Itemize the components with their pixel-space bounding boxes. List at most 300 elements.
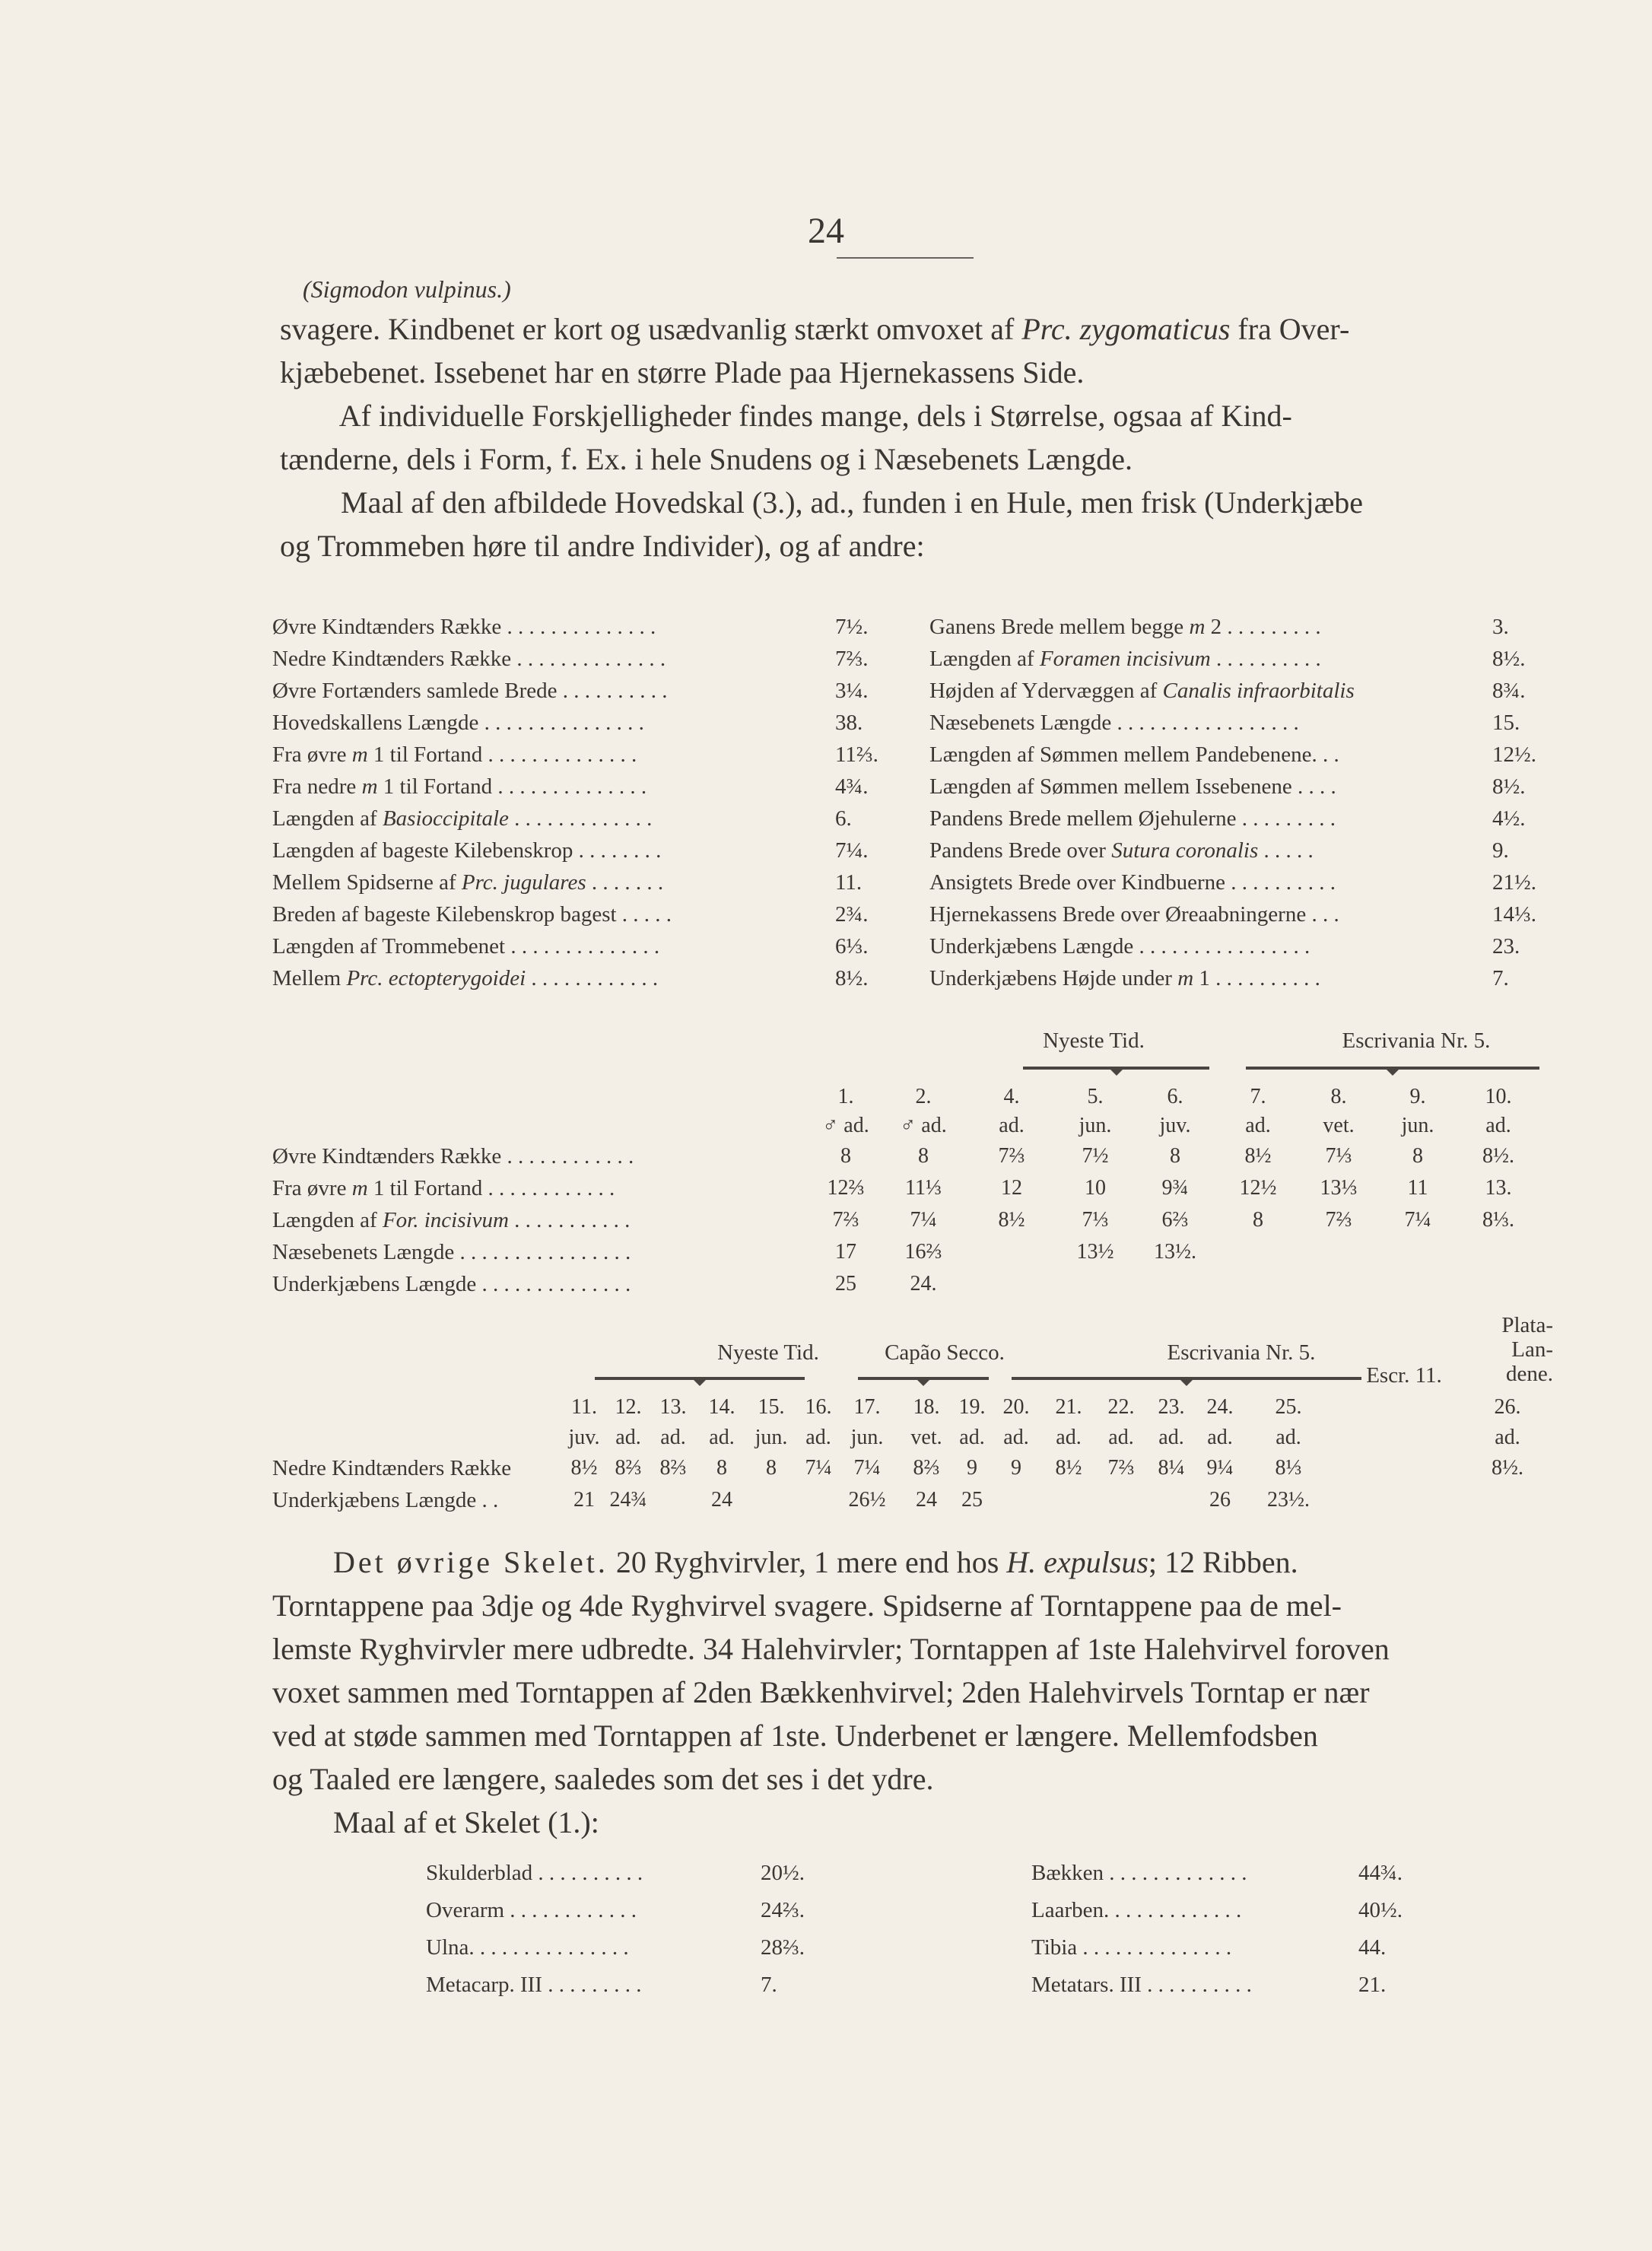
measurement-value: 9. xyxy=(1492,838,1509,863)
table-cell: 7⅔ xyxy=(1107,1456,1135,1480)
measurement-row xyxy=(272,707,942,739)
text-run: . . . . . xyxy=(1258,838,1314,863)
column-number: 14. xyxy=(708,1395,735,1419)
italic-term: Basioccipitale xyxy=(382,806,509,831)
column-number: 11. xyxy=(571,1395,597,1419)
measurement-label: Metacarp. III . . . . . . . . . xyxy=(426,1973,642,1997)
table-cell: 26½ xyxy=(848,1488,886,1512)
italic-term: Canalis infraorbitalis xyxy=(1162,679,1355,703)
measurement-label: Skulderblad . . . . . . . . . . xyxy=(426,1861,643,1885)
text-line xyxy=(280,351,1542,394)
text-line xyxy=(280,394,1542,437)
text-run: tænderne, dels i Form, f. Ex. i hele Snudens og i Næsebenets Længde. xyxy=(280,442,1133,476)
text-run: . . . . . . . . . . . xyxy=(508,1208,631,1232)
text-run: Pandens Brede over xyxy=(929,838,1112,863)
measurement-label xyxy=(929,771,1336,803)
table-cell: 9¾ xyxy=(1161,1176,1189,1200)
measurement-value: 3. xyxy=(1492,615,1509,639)
row-label xyxy=(272,1176,615,1201)
measurement-row xyxy=(929,930,1538,962)
paragraph xyxy=(272,1540,1550,1801)
measurement-value: 7. xyxy=(761,1973,777,1997)
column-number: 22. xyxy=(1107,1395,1135,1419)
text-run: 2 . . . . . . . . . xyxy=(1205,615,1321,639)
column-age: jun. xyxy=(755,1426,788,1449)
page-number: 24 xyxy=(808,211,844,251)
table-cell: 9¼ xyxy=(1206,1456,1234,1480)
measurement-value: 8¾. xyxy=(1492,679,1526,703)
measurement-list-right xyxy=(929,611,1538,994)
italic-term: H. expulsus xyxy=(1006,1545,1148,1579)
column-number: 23. xyxy=(1158,1395,1185,1419)
measurement-label: Tibia . . . . . . . . . . . . . . xyxy=(1031,1935,1232,1960)
text-run: Fra øvre xyxy=(272,742,352,767)
group-header: Nyeste Tid. xyxy=(1043,1029,1145,1053)
italic-term: m xyxy=(361,774,378,799)
measurement-label: Laarben. . . . . . . . . . . . . xyxy=(1031,1898,1242,1922)
measurement-label xyxy=(272,739,637,771)
measurement-value: 24⅔. xyxy=(761,1898,805,1922)
table-cell: 8⅓. xyxy=(1482,1208,1514,1232)
measurement-label xyxy=(929,803,1336,835)
column-number: 18. xyxy=(913,1395,940,1419)
text-run: Længden af Trommebenet . . . . . . . . . . . . . . xyxy=(272,934,660,959)
measurement-row xyxy=(929,771,1538,803)
column-number: 9. xyxy=(1409,1085,1426,1108)
group-header: Escrivania Nr. 5. xyxy=(1167,1340,1316,1365)
column-number: 20. xyxy=(1002,1395,1030,1419)
column-number: 1. xyxy=(837,1085,854,1108)
table-cell: 10 xyxy=(1085,1176,1106,1200)
measurement-value: 4½. xyxy=(1492,806,1526,831)
measurement-label xyxy=(929,930,1310,962)
table-cell: 8 xyxy=(716,1456,727,1480)
measurement-value: 8½. xyxy=(1492,647,1526,671)
table-cell: 13½. xyxy=(1154,1240,1196,1264)
row-label xyxy=(272,1240,631,1265)
column-number: 12. xyxy=(615,1395,642,1419)
column-age: ad. xyxy=(1056,1426,1082,1449)
table-cell: 6⅔ xyxy=(1161,1208,1189,1232)
table-cell: 7⅓ xyxy=(1325,1144,1352,1168)
column-number: 15. xyxy=(758,1395,785,1419)
table-cell: 26 xyxy=(1209,1488,1231,1512)
text-run: Maal af et Skelet (1.): xyxy=(272,1805,599,1839)
measurement-label: Bækken . . . . . . . . . . . . . xyxy=(1031,1861,1247,1885)
table-cell: 7¼ xyxy=(805,1456,832,1480)
column-number: 19. xyxy=(958,1395,986,1419)
column-number: 24. xyxy=(1206,1395,1234,1419)
table-cell: 8½ xyxy=(1244,1144,1272,1168)
measurement-row xyxy=(1031,1966,1442,2004)
column-age: ad. xyxy=(805,1426,831,1449)
measurement-row xyxy=(1031,1892,1442,1929)
measurement-row xyxy=(272,643,942,675)
text-run: . . . . . . . . . . . . xyxy=(526,966,659,990)
measurement-label xyxy=(272,866,663,898)
italic-term: For. incisivum xyxy=(382,1208,509,1232)
column-age: ad. xyxy=(1158,1426,1184,1449)
column-number: 13. xyxy=(659,1395,687,1419)
text-run: Mellem Spidserne af xyxy=(272,870,462,895)
measurement-value: 7½. xyxy=(835,615,869,639)
table-cell: 7⅔ xyxy=(832,1208,859,1232)
measurement-row xyxy=(272,771,942,803)
measurement-label xyxy=(272,643,666,675)
measurement-row xyxy=(426,1892,821,1929)
measurement-value: 12½. xyxy=(1492,742,1536,767)
text-run: Underkjæbens Længde . . . . . . . . . . . . . . xyxy=(272,1272,631,1296)
italic-term: Prc. jugulares xyxy=(461,870,586,895)
table-cell: 9 xyxy=(1011,1456,1021,1480)
column-age: ad. xyxy=(1245,1114,1271,1137)
column-number: 8. xyxy=(1330,1085,1347,1108)
text-run: Hjernekassens Brede over Øreaabningerne . . . xyxy=(929,902,1339,927)
text-run: 20 Ryghvirvler, 1 mere end hos xyxy=(608,1545,1007,1579)
table-cell: 8½ xyxy=(998,1208,1025,1232)
column-age: vet. xyxy=(910,1426,942,1449)
measurement-label xyxy=(929,739,1339,771)
measurement-row xyxy=(929,739,1538,771)
header-line: dene. xyxy=(1506,1362,1553,1386)
measurement-value: 28⅔. xyxy=(761,1935,805,1960)
text-run: ved at støde sammen med Torntappen af 1ste. Underbenet er længere. Mellemfodsben xyxy=(272,1718,1318,1753)
table-cell: 8⅔ xyxy=(913,1456,940,1480)
column-age: jun. xyxy=(1079,1114,1112,1137)
measurement-label xyxy=(929,866,1336,898)
measurement-value: 38. xyxy=(835,711,863,735)
group-brace-tip xyxy=(1180,1379,1193,1386)
group-header: Nyeste Tid. xyxy=(717,1340,819,1365)
paragraph xyxy=(280,481,1542,568)
text-run: 1 . . . . . . . . . . xyxy=(1193,966,1320,990)
text-run: . . . . . . . . . . xyxy=(1210,647,1321,671)
group-header: Escr. 11. xyxy=(1366,1363,1442,1388)
measurement-row xyxy=(929,611,1538,643)
table-cell: 7⅔ xyxy=(1325,1208,1352,1232)
measurement-label xyxy=(272,611,656,643)
italic-term: Foramen incisivum xyxy=(1039,647,1211,671)
measurement-label xyxy=(929,611,1321,643)
table-cell: 13½ xyxy=(1076,1240,1114,1264)
measurement-row xyxy=(272,835,942,866)
text-run: Højden af Ydervæggen af xyxy=(929,679,1163,703)
column-number: 17. xyxy=(853,1395,881,1419)
measurement-label xyxy=(929,707,1299,739)
header-line: Lan- xyxy=(1511,1337,1553,1362)
measurement-value: 20½. xyxy=(761,1861,805,1885)
column-age: ad. xyxy=(709,1426,735,1449)
column-number: 16. xyxy=(805,1395,832,1419)
header-line: Plata- xyxy=(1501,1313,1553,1337)
table-cell: 21 xyxy=(573,1488,595,1512)
table-cell: 8½ xyxy=(1055,1456,1082,1480)
text-line xyxy=(280,437,1542,481)
measurement-row xyxy=(929,643,1538,675)
text-run: Længden af Sømmen mellem Issebenene . . . . xyxy=(929,774,1336,799)
text-run: Længden af bageste Kilebenskrop . . . . . . . . xyxy=(272,838,662,863)
text-run: Øvre Kindtænders Række . . . . . . . . . . . . xyxy=(272,1144,634,1168)
table-cell: 8 xyxy=(1412,1144,1423,1168)
text-run: Øvre Kindtænders Række . . . . . . . . . . . . . . xyxy=(272,615,656,639)
table-cell: 24 xyxy=(916,1488,937,1512)
text-line xyxy=(272,1540,1550,1584)
column-age: ad. xyxy=(1485,1114,1511,1137)
text-run: Pandens Brede mellem Øjehulerne . . . . . . . . . xyxy=(929,806,1336,831)
column-number: 4. xyxy=(1003,1085,1020,1108)
column-age: jun. xyxy=(850,1426,884,1449)
measurement-row xyxy=(272,675,942,707)
column-age: juv. xyxy=(1159,1114,1191,1137)
measurement-label xyxy=(929,962,1320,994)
measurement-label xyxy=(272,771,647,803)
skeleton-list-left xyxy=(426,1855,821,2004)
table-cell: 7¼ xyxy=(853,1456,881,1480)
text-run: voxet sammen med Torntappen af 2den Bækkenhvirvel; 2den Halehvirvels Torntap er nær xyxy=(272,1675,1370,1709)
column-age: jun. xyxy=(1401,1114,1434,1137)
column-age: ad. xyxy=(959,1426,985,1449)
measurement-row xyxy=(272,803,942,835)
text-run: Hovedskallens Længde . . . . . . . . . . . . . . . xyxy=(272,711,644,735)
measurement-value: 21. xyxy=(1358,1973,1387,1997)
text-line xyxy=(272,1671,1550,1714)
measurement-list-left xyxy=(272,611,942,994)
text-run: svagere. Kindbenet er kort og usædvanlig stærkt omvoxet af xyxy=(280,312,1022,346)
column-age: ad. xyxy=(1003,1426,1029,1449)
measurement-row xyxy=(272,611,942,643)
group-brace-tip xyxy=(1386,1069,1399,1076)
measurement-row xyxy=(272,739,942,771)
text-line xyxy=(272,1757,1550,1801)
group-brace-tip xyxy=(1110,1069,1123,1076)
measurement-value: 44¾. xyxy=(1358,1861,1403,1885)
measurement-value: 6⅓. xyxy=(835,934,869,959)
text-run: Længden af xyxy=(272,1208,383,1232)
measurement-row xyxy=(929,803,1538,835)
paragraph xyxy=(272,1801,1550,1844)
italic-term: m xyxy=(351,742,368,767)
text-run: Breden af bageste Kilebenskrop bagest . . . . . xyxy=(272,902,672,927)
measurement-value: 21½. xyxy=(1492,870,1536,895)
column-age: ad. xyxy=(1207,1426,1233,1449)
text-run: Torntappene paa 3dje og 4de Ryghvirvel svagere. Spidserne af Torntappene paa de mel- xyxy=(272,1588,1342,1623)
measurement-label xyxy=(929,643,1321,675)
table-cell: 8 xyxy=(918,1144,929,1168)
table-cell: 9 xyxy=(967,1456,977,1480)
italic-term: Prc. zygomaticus xyxy=(1021,312,1231,346)
table-cell: 8⅔ xyxy=(659,1456,687,1480)
text-run: kjæbebenet. Issebenet har en større Plade paa Hjernekassens Side. xyxy=(280,355,1085,389)
text-line xyxy=(280,307,1542,351)
skeleton-text xyxy=(272,1540,1550,1844)
measurement-row xyxy=(929,675,1538,707)
text-run: fra Over- xyxy=(1230,312,1350,346)
text-run: 1 til Fortand . . . . . . . . . . . . . . xyxy=(377,774,647,799)
column-number: 10. xyxy=(1485,1085,1512,1108)
text-line xyxy=(272,1627,1550,1671)
column-age: ad. xyxy=(999,1114,1025,1137)
measurement-value: 6. xyxy=(835,806,852,831)
column-number: 5. xyxy=(1087,1085,1104,1108)
measurement-value: 8½. xyxy=(835,966,869,990)
measurement-value: 7. xyxy=(1492,966,1509,990)
table-cell: 25 xyxy=(835,1272,856,1296)
text-run xyxy=(272,1545,333,1579)
column-age: ad. xyxy=(1276,1426,1301,1449)
table-cell: 11 xyxy=(1407,1176,1428,1200)
measurement-label: Overarm . . . . . . . . . . . . xyxy=(426,1898,637,1922)
measurement-row xyxy=(929,866,1538,898)
measurement-row xyxy=(1031,1855,1442,1892)
table-cell: 13. xyxy=(1485,1176,1512,1200)
text-run: lemste Ryghvirvler mere udbredte. 34 Halehvirvler; Torntappen af 1ste Halehvirvel foroven xyxy=(272,1632,1390,1666)
measurement-row xyxy=(929,707,1538,739)
text-run: Fra nedre xyxy=(272,774,362,799)
measurement-label xyxy=(272,803,652,835)
measurement-value: 3¼. xyxy=(835,679,869,703)
text-run: Længden af xyxy=(929,647,1040,671)
column-age: ad. xyxy=(615,1426,641,1449)
skeleton-list-right xyxy=(1031,1855,1442,2004)
text-run: Maal af den afbildede Hovedskal (3.), ad., funden i en Hule, men frisk (Underkjæbe xyxy=(280,485,1364,520)
column-age: ad. xyxy=(660,1426,686,1449)
text-line xyxy=(272,1801,1550,1844)
table-cell: 8 xyxy=(840,1144,851,1168)
column-age: ♂ ad. xyxy=(822,1114,869,1137)
row-label xyxy=(272,1208,630,1233)
table-cell: 8 xyxy=(1253,1208,1263,1232)
table-cell: 8 xyxy=(1170,1144,1180,1168)
text-run: Næsebenets Længde . . . . . . . . . . . . . . . . xyxy=(272,1240,631,1264)
text-run: Underkjæbens Højde under xyxy=(929,966,1178,990)
measurement-row xyxy=(272,962,942,994)
group-brace-tip xyxy=(917,1379,930,1386)
measurement-label xyxy=(929,898,1339,930)
table-cell: 12⅔ xyxy=(827,1176,865,1200)
table-cell: 24 xyxy=(711,1488,732,1512)
table-cell: 7¼ xyxy=(1404,1208,1431,1232)
measurement-row xyxy=(929,835,1538,866)
italic-term: m xyxy=(1177,966,1194,990)
text-run: ; 12 Ribben. xyxy=(1148,1545,1298,1579)
measurement-row xyxy=(1031,1929,1442,1966)
row-label xyxy=(272,1272,631,1297)
column-number: 26. xyxy=(1494,1395,1521,1419)
row-label: Underkjæbens Længde . . xyxy=(272,1488,499,1512)
measurement-label xyxy=(272,835,661,866)
measurement-value: 7⅔. xyxy=(835,647,869,671)
text-run: Underkjæbens Længde . . . . . . . . . . . . . . . . xyxy=(929,934,1310,959)
running-head: (Sigmodon vulpinus.) xyxy=(303,275,511,303)
paragraph xyxy=(280,307,1542,394)
column-number: 7. xyxy=(1250,1085,1266,1108)
text-run: Nedre Kindtænders Række . . . . . . . . . . . . . . xyxy=(272,647,666,671)
table-cell: 25 xyxy=(961,1488,983,1512)
table-cell: 8⅔ xyxy=(615,1456,642,1480)
measurement-label xyxy=(929,675,1355,707)
text-run: 1 til Fortand . . . . . . . . . . . . xyxy=(367,1176,615,1200)
text-run: Ansigtets Brede over Kindbuerne . . . . . . . . . . xyxy=(929,870,1336,895)
table-cell: 8⅓ xyxy=(1275,1456,1302,1480)
measurement-label xyxy=(929,835,1314,866)
text-run: og Taaled ere længere, saaledes som det ses i det ydre. xyxy=(272,1762,934,1796)
text-run: Mellem xyxy=(272,966,347,990)
measurement-row xyxy=(272,898,942,930)
table-cell: 23½. xyxy=(1267,1488,1310,1512)
italic-term: Sutura coronalis xyxy=(1111,838,1259,863)
table-cell: 8½ xyxy=(570,1456,598,1480)
measurement-row xyxy=(272,866,942,898)
text-run: 1 til Fortand . . . . . . . . . . . . . . xyxy=(367,742,637,767)
table-cell: 12½ xyxy=(1239,1176,1277,1200)
text-run: Ganens Brede mellem begge xyxy=(929,615,1190,639)
table-cell: 8½. xyxy=(1492,1456,1523,1480)
measurement-value: 40½. xyxy=(1358,1898,1403,1922)
table-cell: 16⅔ xyxy=(904,1240,942,1264)
measurement-row xyxy=(426,1855,821,1892)
table-cell: 24¾ xyxy=(609,1488,647,1512)
column-number: 2. xyxy=(915,1085,932,1108)
row-label xyxy=(272,1144,634,1169)
italic-term: Prc. ectopterygoidei xyxy=(346,966,526,990)
measurement-value: 11. xyxy=(835,870,863,895)
measurement-row xyxy=(272,930,942,962)
row-label: Nedre Kindtænders Række xyxy=(272,1456,512,1480)
table-cell: 7¼ xyxy=(910,1208,937,1232)
measurement-label xyxy=(272,898,672,930)
paragraph xyxy=(280,394,1542,481)
measurement-label xyxy=(272,675,667,707)
table-cell: 7⅔ xyxy=(998,1144,1025,1168)
column-number: 25. xyxy=(1275,1395,1302,1419)
italic-term: m xyxy=(1189,615,1206,639)
table-cell: 17 xyxy=(835,1240,856,1264)
measurement-value: 14⅓. xyxy=(1492,902,1536,927)
table-cell: 12 xyxy=(1001,1176,1022,1200)
table-cell: 11⅓ xyxy=(905,1176,942,1200)
table-cell: 8½. xyxy=(1482,1144,1514,1168)
measurement-label: Ulna. . . . . . . . . . . . . . . xyxy=(426,1935,629,1960)
column-age: ad. xyxy=(1108,1426,1134,1449)
group-header: Capão Secco. xyxy=(885,1340,1005,1365)
column-number: 21. xyxy=(1055,1395,1082,1419)
measurement-label xyxy=(272,962,658,994)
table-cell: 8 xyxy=(766,1456,777,1480)
group-header-plata xyxy=(1447,1313,1553,1386)
text-run: Længden af Sømmen mellem Pandebenene. . . xyxy=(929,742,1339,767)
text-run: Længden af xyxy=(272,806,383,831)
measurement-label: Metatars. III . . . . . . . . . . xyxy=(1031,1973,1252,1997)
column-age: juv. xyxy=(568,1426,600,1449)
measurement-row xyxy=(929,962,1538,994)
measurement-row xyxy=(426,1929,821,1966)
column-age: ♂ ad. xyxy=(900,1114,947,1137)
measurement-value: 11⅔. xyxy=(835,742,878,767)
column-age: vet. xyxy=(1323,1114,1355,1137)
measurement-value: 44. xyxy=(1358,1935,1387,1960)
text-line xyxy=(272,1714,1550,1757)
text-line xyxy=(280,481,1542,524)
table-cell: 8¼ xyxy=(1158,1456,1185,1480)
italic-term: m xyxy=(351,1176,368,1200)
group-brace-tip xyxy=(693,1379,707,1386)
text-run: Øvre Fortænders samlede Brede . . . . . . . . . . xyxy=(272,679,668,703)
text-run: Næsebenets Længde . . . . . . . . . . . . . . . . . xyxy=(929,711,1299,735)
text-run: og Trommeben høre til andre Individer), og af andre: xyxy=(280,529,925,563)
page-number-rule xyxy=(837,257,974,259)
table-cell: 7½ xyxy=(1082,1144,1109,1168)
text-run: Fra øvre xyxy=(272,1176,352,1200)
